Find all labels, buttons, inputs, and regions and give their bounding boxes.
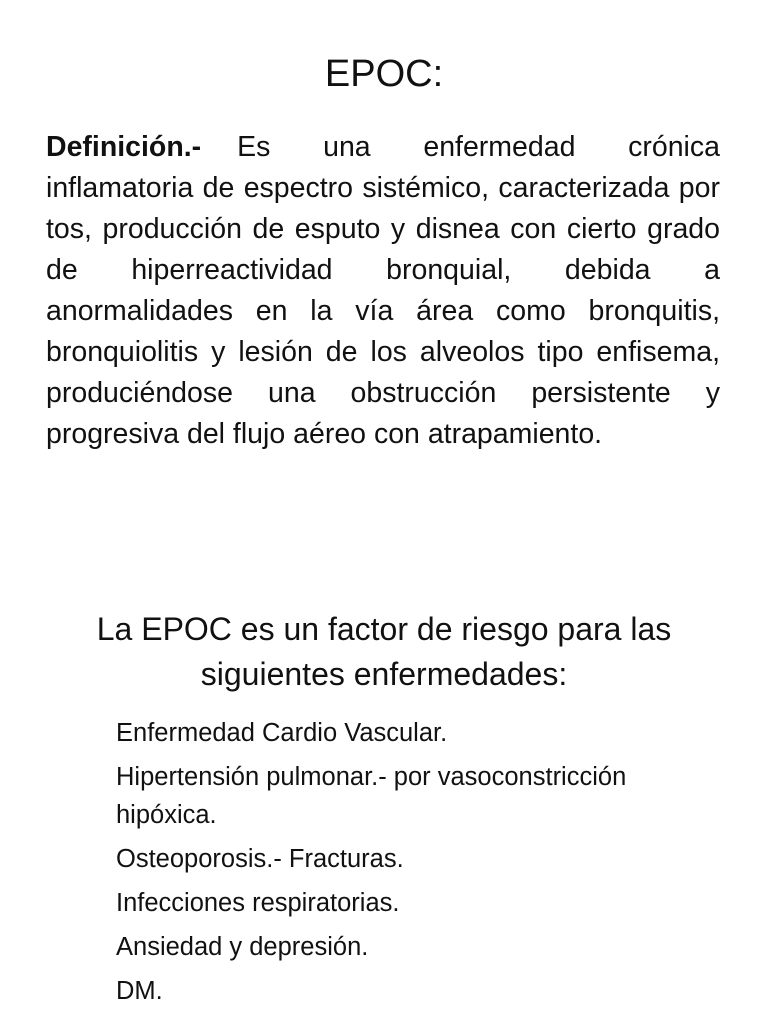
disease-list — [116, 714, 716, 1016]
definition-paragraph — [46, 127, 720, 455]
page-title: EPOC: — [324, 53, 444, 95]
list-item: Osteoporosis.- Fracturas. — [116, 845, 404, 873]
definition-term: Definición.- — [46, 131, 202, 163]
list-item: DM. — [116, 977, 163, 1005]
list-item: Enfermedad Cardio Vascular. — [116, 719, 448, 747]
risk-factor-heading: La EPOC es un factor de riesgo para las siguientes enfermedades: — [96, 611, 672, 692]
list-item: Hipertensión pulmonar.- por vasoconstricción hipóxica. — [116, 763, 627, 829]
list-item: Infecciones respiratorias. — [116, 889, 400, 917]
definition-text: Es una enfermedad crónica inflamatoria de espectro sistémico, caracterizada por tos, producción de esputo y disnea con cierto grado de hiperreactividad bronquial, debida a anormalidades en la vía área como bronquitis, bronquiolitis y lesión de los alveolos tipo enfisema, produciéndose una obstrucción persistente y progresiva del flujo aéreo con atrapamiento. — [46, 131, 720, 450]
list-item: Ansiedad y depresión. — [116, 933, 369, 961]
